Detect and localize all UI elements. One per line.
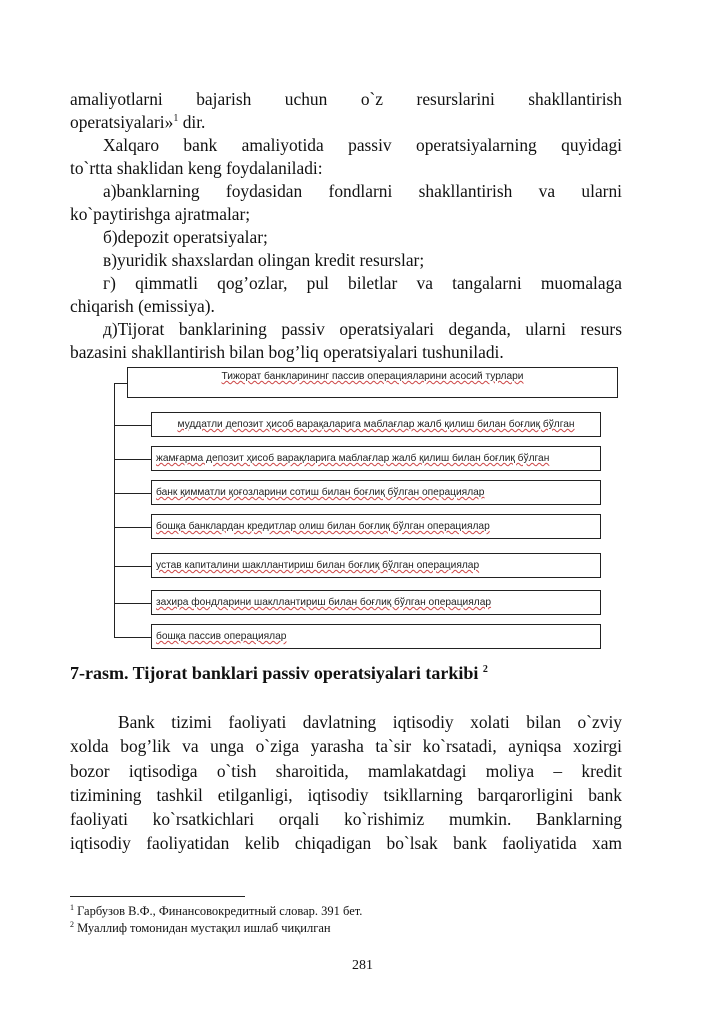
diagram-box: банк қимматли қоғозларини сотиш билан боғлиқ бўлган операциялар	[151, 480, 601, 505]
text-line: xolda bog’lik va unga o`ziga yarasha ta`sir ko`rsatadi, ayniqsa xozirgi	[70, 736, 622, 757]
list-item: д)Tijorat banklarining passiv operatsiyalari deganda, ularni resurs bazasini shakllantirish bilan bog’liq operatsiyalari tushuniladi.	[70, 319, 622, 362]
paragraph-3	[70, 710, 622, 856]
diagram-title-box: Тижорат банкларининг пассив операцияларини асосий турлари	[127, 367, 618, 398]
diagram-box: бошқа пассив операциялар	[151, 624, 601, 649]
page-number: 281	[352, 958, 373, 973]
diagram-connector	[114, 493, 151, 494]
diagram-connector	[114, 637, 151, 638]
footnote-separator	[70, 896, 245, 897]
text-line: to`rtta shaklidan keng foydalaniladi:	[70, 158, 323, 178]
text-line: bozor iqtisodiga o`tish sharoitida, mamlakatdagi moliya – kredit	[70, 760, 622, 781]
diagram-connector	[114, 383, 127, 384]
diagram-connector	[114, 459, 151, 460]
footnote-ref: 2	[482, 664, 488, 675]
diagram-connector	[114, 566, 151, 567]
diagram-box: устав капиталини шакллантириш билан боғлиқ бўлган операциялар	[151, 553, 601, 578]
diagram-box: жамғарма депозит ҳисоб варақларига маблағлар жалб қилиш билан боғлиқ бўлган	[151, 446, 601, 471]
figure-caption: 7-rasm. Tijorat banklari passiv operatsiyalari tarkibi $^2$	[70, 663, 488, 683]
list-item: а)banklarning foydasidan fondlarni shakllantirish va ularni ko`paytirishga ajratmalar;	[70, 181, 622, 224]
diagram-connector	[114, 425, 151, 426]
diagram-connector	[114, 603, 151, 604]
list-item: в)yuridik shaxslardan olingan kredit resurslar;	[103, 250, 425, 270]
text-line: operatsiyalari»$^1$ dir.	[70, 112, 206, 132]
diagram-connector	[114, 527, 151, 528]
text-line: amaliyotlarni bajarish uchun o`z resurslarini shakllantirish	[70, 89, 622, 109]
diagram-box: захира фондларини шакллантириш билан боғлиқ бўлган операциялар	[151, 590, 601, 615]
diagram-spine-line	[114, 383, 115, 637]
footnote: $^2$ Муаллиф томонидан мустақил ишлаб чиқилган	[70, 919, 331, 935]
text-line: iqtisodiy faoliyatidan kelib chiqadigan bo`lsak bank faoliyatida xam	[70, 833, 622, 854]
text-line: Xalqaro bank amaliyotida passiv operatsiyalarning quyidagi	[103, 135, 622, 155]
list-item: б)depozit operatsiyalar;	[103, 227, 268, 247]
text-line: tizimining tashkil etilganligi, iqtisodiy tsikllarning barqarorligini bank	[70, 784, 622, 805]
footnote: $^1$ Гарбузов В.Ф., Финансовокредитный словар. 391 бет.	[70, 902, 363, 918]
list-item: г) qimmatli qog’ozlar, pul biletlar va tangalarni muomalaga chiqarish (emissiya).	[70, 273, 622, 316]
text-line: faoliyati ko`rsatkichlari orqali ko`rishimiz mumkin. Banklarning	[70, 809, 622, 830]
footnote-ref: 1	[173, 113, 179, 125]
diagram-box: муддатли депозит ҳисоб варақаларига маблағлар жалб қилиш билан боғлиқ бўлган	[151, 412, 601, 437]
diagram-box: бошқа банклардан кредитлар олиш билан боғлиқ бўлган операциялар	[151, 514, 601, 539]
text-line: Bank tizimi faoliyati davlatning iqtisodiy xolati bilan o`zviy	[118, 712, 622, 732]
